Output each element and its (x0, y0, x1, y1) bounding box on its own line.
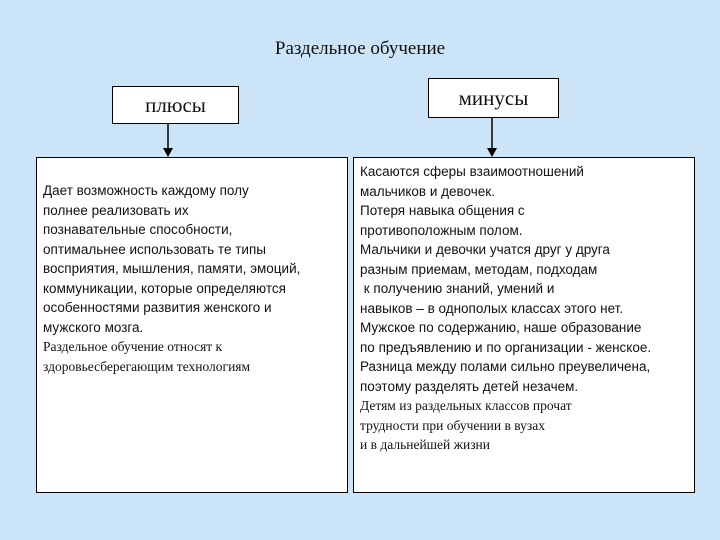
cons-line: навыков – в однополых классах этого нет. (360, 300, 624, 316)
cons-line: Разница между полами сильно преувеличена, (360, 359, 651, 374)
cons-line: разным приемам, методам, подходам (360, 261, 598, 277)
cons-line: Касаются сферы взаимоотношений (360, 164, 584, 179)
cons-text (360, 162, 651, 455)
cons-line: Потеря навыка общения с (360, 203, 525, 218)
pros-line: мужского мозга. (43, 319, 144, 335)
cons-box (353, 157, 695, 493)
cons-line: по предъявлению и по организации - женское. (360, 339, 652, 355)
cons-note-line: Детям из раздельных классов прочат (360, 398, 572, 413)
cons-note-line: трудности при обучении в вузах (360, 417, 545, 433)
pros-note-line: здоровьесберегающим технологиям (43, 358, 251, 374)
cons-line: поэтому разделять детей незачем. (360, 378, 579, 394)
pros-line: восприятия, мышления, памяти, эмоций, (43, 261, 301, 276)
pros-line: познавательные способности, (43, 222, 233, 237)
cons-line: Мальчики и девочки учатся друг у друга (360, 242, 610, 257)
pros-header: плюсы (112, 86, 239, 124)
diagram-title: Раздельное обучение (274, 38, 446, 59)
pros-line: полнее реализовать их (43, 202, 189, 218)
pros-line: коммуникации, которые определяются (43, 280, 286, 296)
cons-line: противоположным полом. (360, 222, 523, 238)
pros-note-line: Раздельное обучение относят к (43, 339, 223, 354)
pros-line: особенностями развития женского и (43, 300, 272, 315)
cons-line: мальчиков и девочек. (360, 183, 495, 199)
cons-line: к получению знаний, умений и (360, 281, 555, 296)
cons-line: Мужское по содержанию, наше образование (360, 320, 642, 335)
pros-arrow (160, 124, 176, 160)
cons-note-line: и в дальнейшей жизни (360, 437, 490, 452)
pros-line: Дает возможность каждому полу (43, 183, 249, 198)
pros-text (43, 181, 300, 376)
pros-line: оптимальнее использовать те типы (43, 241, 266, 257)
cons-header: минусы (428, 78, 559, 118)
cons-arrow (484, 118, 500, 160)
pros-box (36, 157, 348, 493)
